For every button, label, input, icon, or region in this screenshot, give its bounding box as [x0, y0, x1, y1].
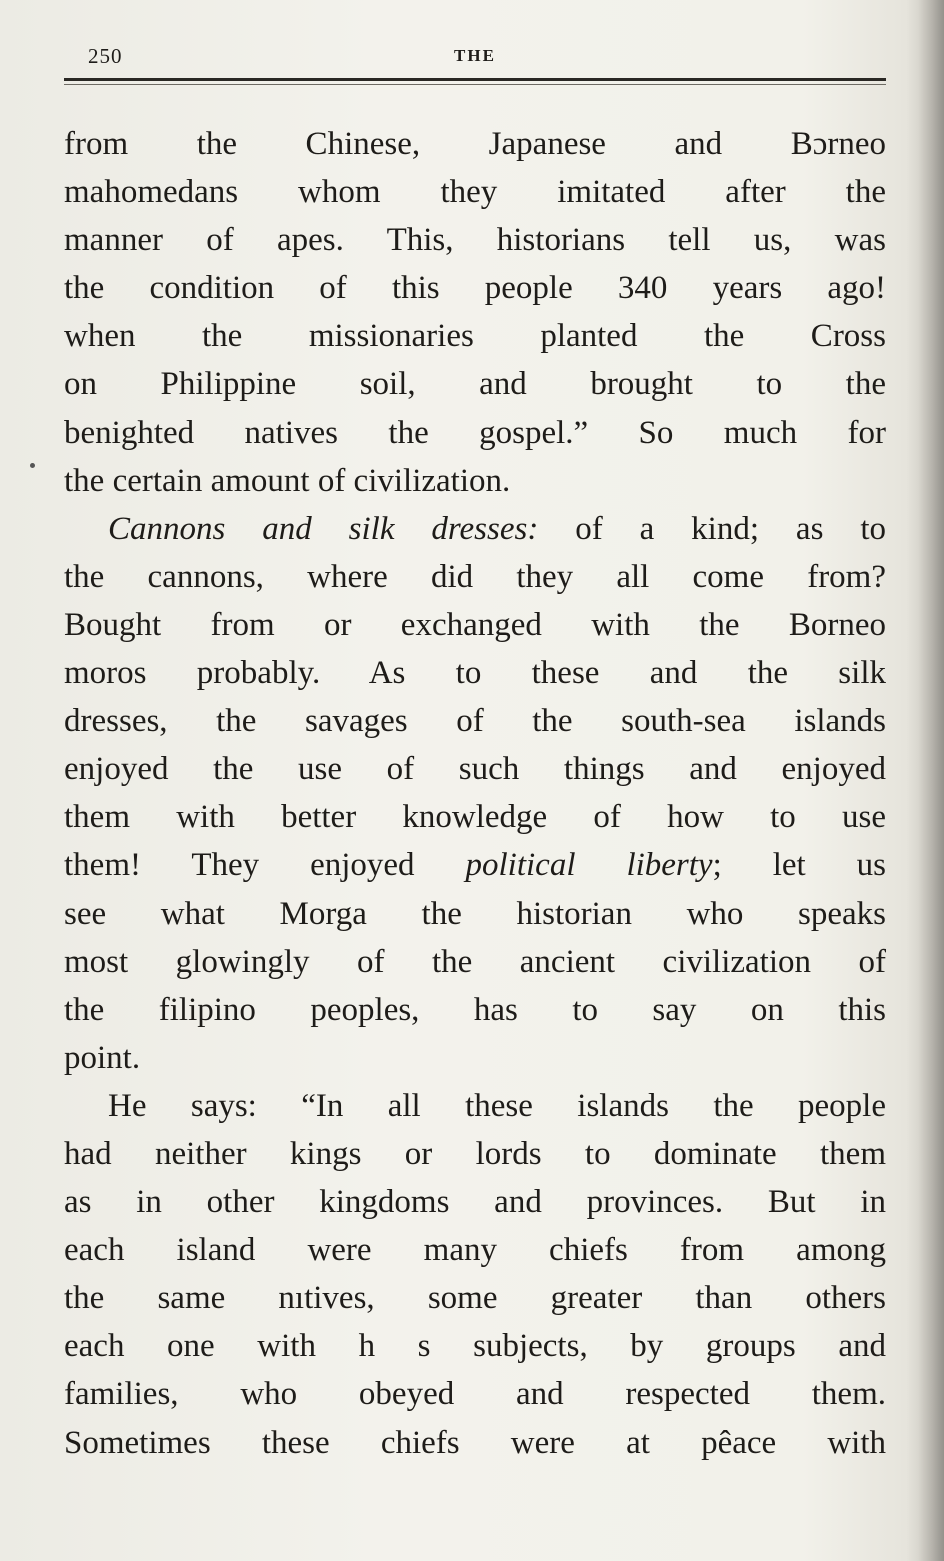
text-line: moros probably. As to these and the silk [64, 655, 886, 692]
text-line: most glowingly of the ancient civilization of [64, 943, 886, 980]
text-line: manner of apes. This, historians tell us, was [64, 222, 886, 259]
text-line: had neither kings or lords to dominate them [64, 1135, 886, 1172]
text-line: from the Chinese, Japanese and Bɔrneo [64, 126, 886, 162]
text-line: them with better knowledge of how to use [64, 799, 886, 836]
text-line: see what Morga the historian who speaks [64, 895, 886, 932]
text-line: Sometimes these chiefs were at pêace with [64, 1424, 886, 1461]
running-head [64, 44, 886, 74]
text-line: dresses, the savages of the south-sea islands [64, 703, 886, 740]
text-segment: them! They enjoyed [64, 847, 466, 884]
text-segment: of a kind; as to [538, 510, 886, 547]
text-line: enjoyed the use of such things and enjoyed [64, 751, 886, 788]
text-line: the same nıtives, some greater than others [64, 1280, 886, 1317]
text-line: when the missionaries planted the Cross [64, 318, 886, 355]
margin-speck [30, 463, 35, 468]
page-number: 250 [88, 44, 123, 68]
text-line: Bought from or exchanged with the Borneo [64, 606, 886, 643]
header-rule-thin [64, 84, 886, 85]
text-line: each one with h s subjects, by groups and [64, 1328, 886, 1365]
text-line: the condition of this people 340 years ago! [64, 270, 886, 307]
page-gutter-shadow [918, 0, 944, 1561]
text-line: the filipino peoples, has to say on this [64, 991, 886, 1028]
text-line: on Philippine soil, and brought to the [64, 366, 886, 403]
text-line: point. [64, 1039, 141, 1076]
body-text [64, 120, 886, 1467]
running-title: THE [454, 46, 496, 65]
text-segment: ; let us [712, 847, 886, 884]
text-line: mahomedans whom they imitated after the [64, 174, 886, 211]
text-line: the cannons, where did they all come from? [64, 558, 886, 595]
text-line: as in other kingdoms and provinces. But in [64, 1184, 886, 1221]
text-line: He says: “In all these islands the people [108, 1087, 886, 1124]
text-line: each island were many chiefs from among [64, 1232, 886, 1269]
text-line: the certain amount of civilization. [64, 462, 511, 499]
italic-phrase: Cannons and silk dresses: [108, 510, 539, 547]
text-line [64, 505, 886, 553]
text-line: families, who obeyed and respected them. [64, 1376, 886, 1413]
header-rule [64, 78, 886, 81]
text-line [64, 841, 886, 889]
italic-phrase: political liberty [465, 847, 713, 884]
text-line: benighted natives the gospel.” So much for [64, 414, 886, 451]
